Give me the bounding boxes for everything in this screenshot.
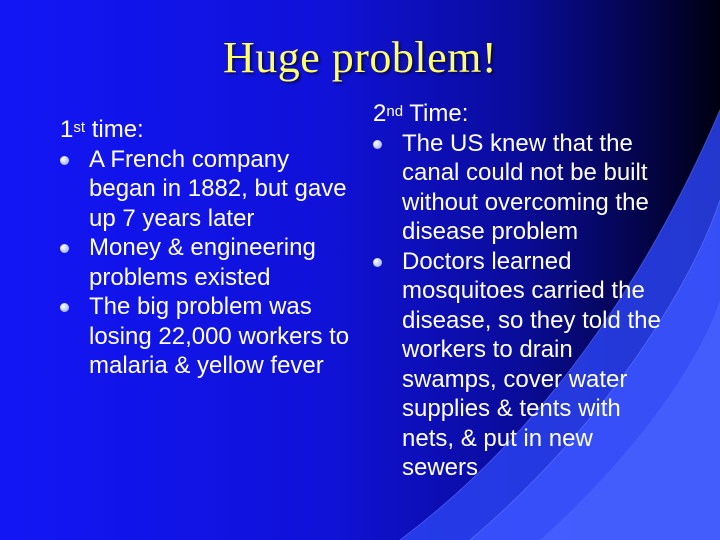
right-bullet-item <box>373 129 673 247</box>
left-bullet-item <box>60 233 360 292</box>
bullet-dot-icon <box>373 258 382 267</box>
bullet-dot-icon <box>60 244 69 253</box>
bullet-dot-icon <box>60 156 69 165</box>
right-heading-text: Time: <box>403 100 469 127</box>
left-item-text: A French company began in 1882, but gave up 7 years later <box>89 145 347 232</box>
left-item-text: The big problem was losing 22,000 workers to malaria & yellow fever <box>89 293 350 379</box>
left-bullet-item <box>60 145 360 234</box>
left-item-text: Money & engineering problems existed <box>89 234 316 291</box>
left-heading <box>60 115 360 145</box>
left-column <box>60 115 360 381</box>
right-heading <box>373 99 673 129</box>
right-item-text: The US knew that the canal could not be built without overcoming the disease problem <box>402 129 649 245</box>
left-heading-number: 1 <box>60 116 74 143</box>
left-bullet-item <box>60 292 360 381</box>
right-heading-ordinal: nd <box>386 103 404 120</box>
bullet-dot-icon <box>373 140 382 149</box>
left-heading-ordinal: st <box>73 119 86 136</box>
right-heading-number: 2 <box>373 100 387 127</box>
slide-title: Huge problem! <box>222 33 498 82</box>
left-heading-text: time: <box>85 116 144 143</box>
bullet-dot-icon <box>60 303 69 312</box>
right-bullet-item <box>373 247 673 483</box>
right-item-text: Doctors learned mosquitoes carried the disease, so they told the workers to drain swamps, cover water supplies & tents with nets, & put in new sewers <box>402 247 661 481</box>
right-column <box>373 99 673 483</box>
